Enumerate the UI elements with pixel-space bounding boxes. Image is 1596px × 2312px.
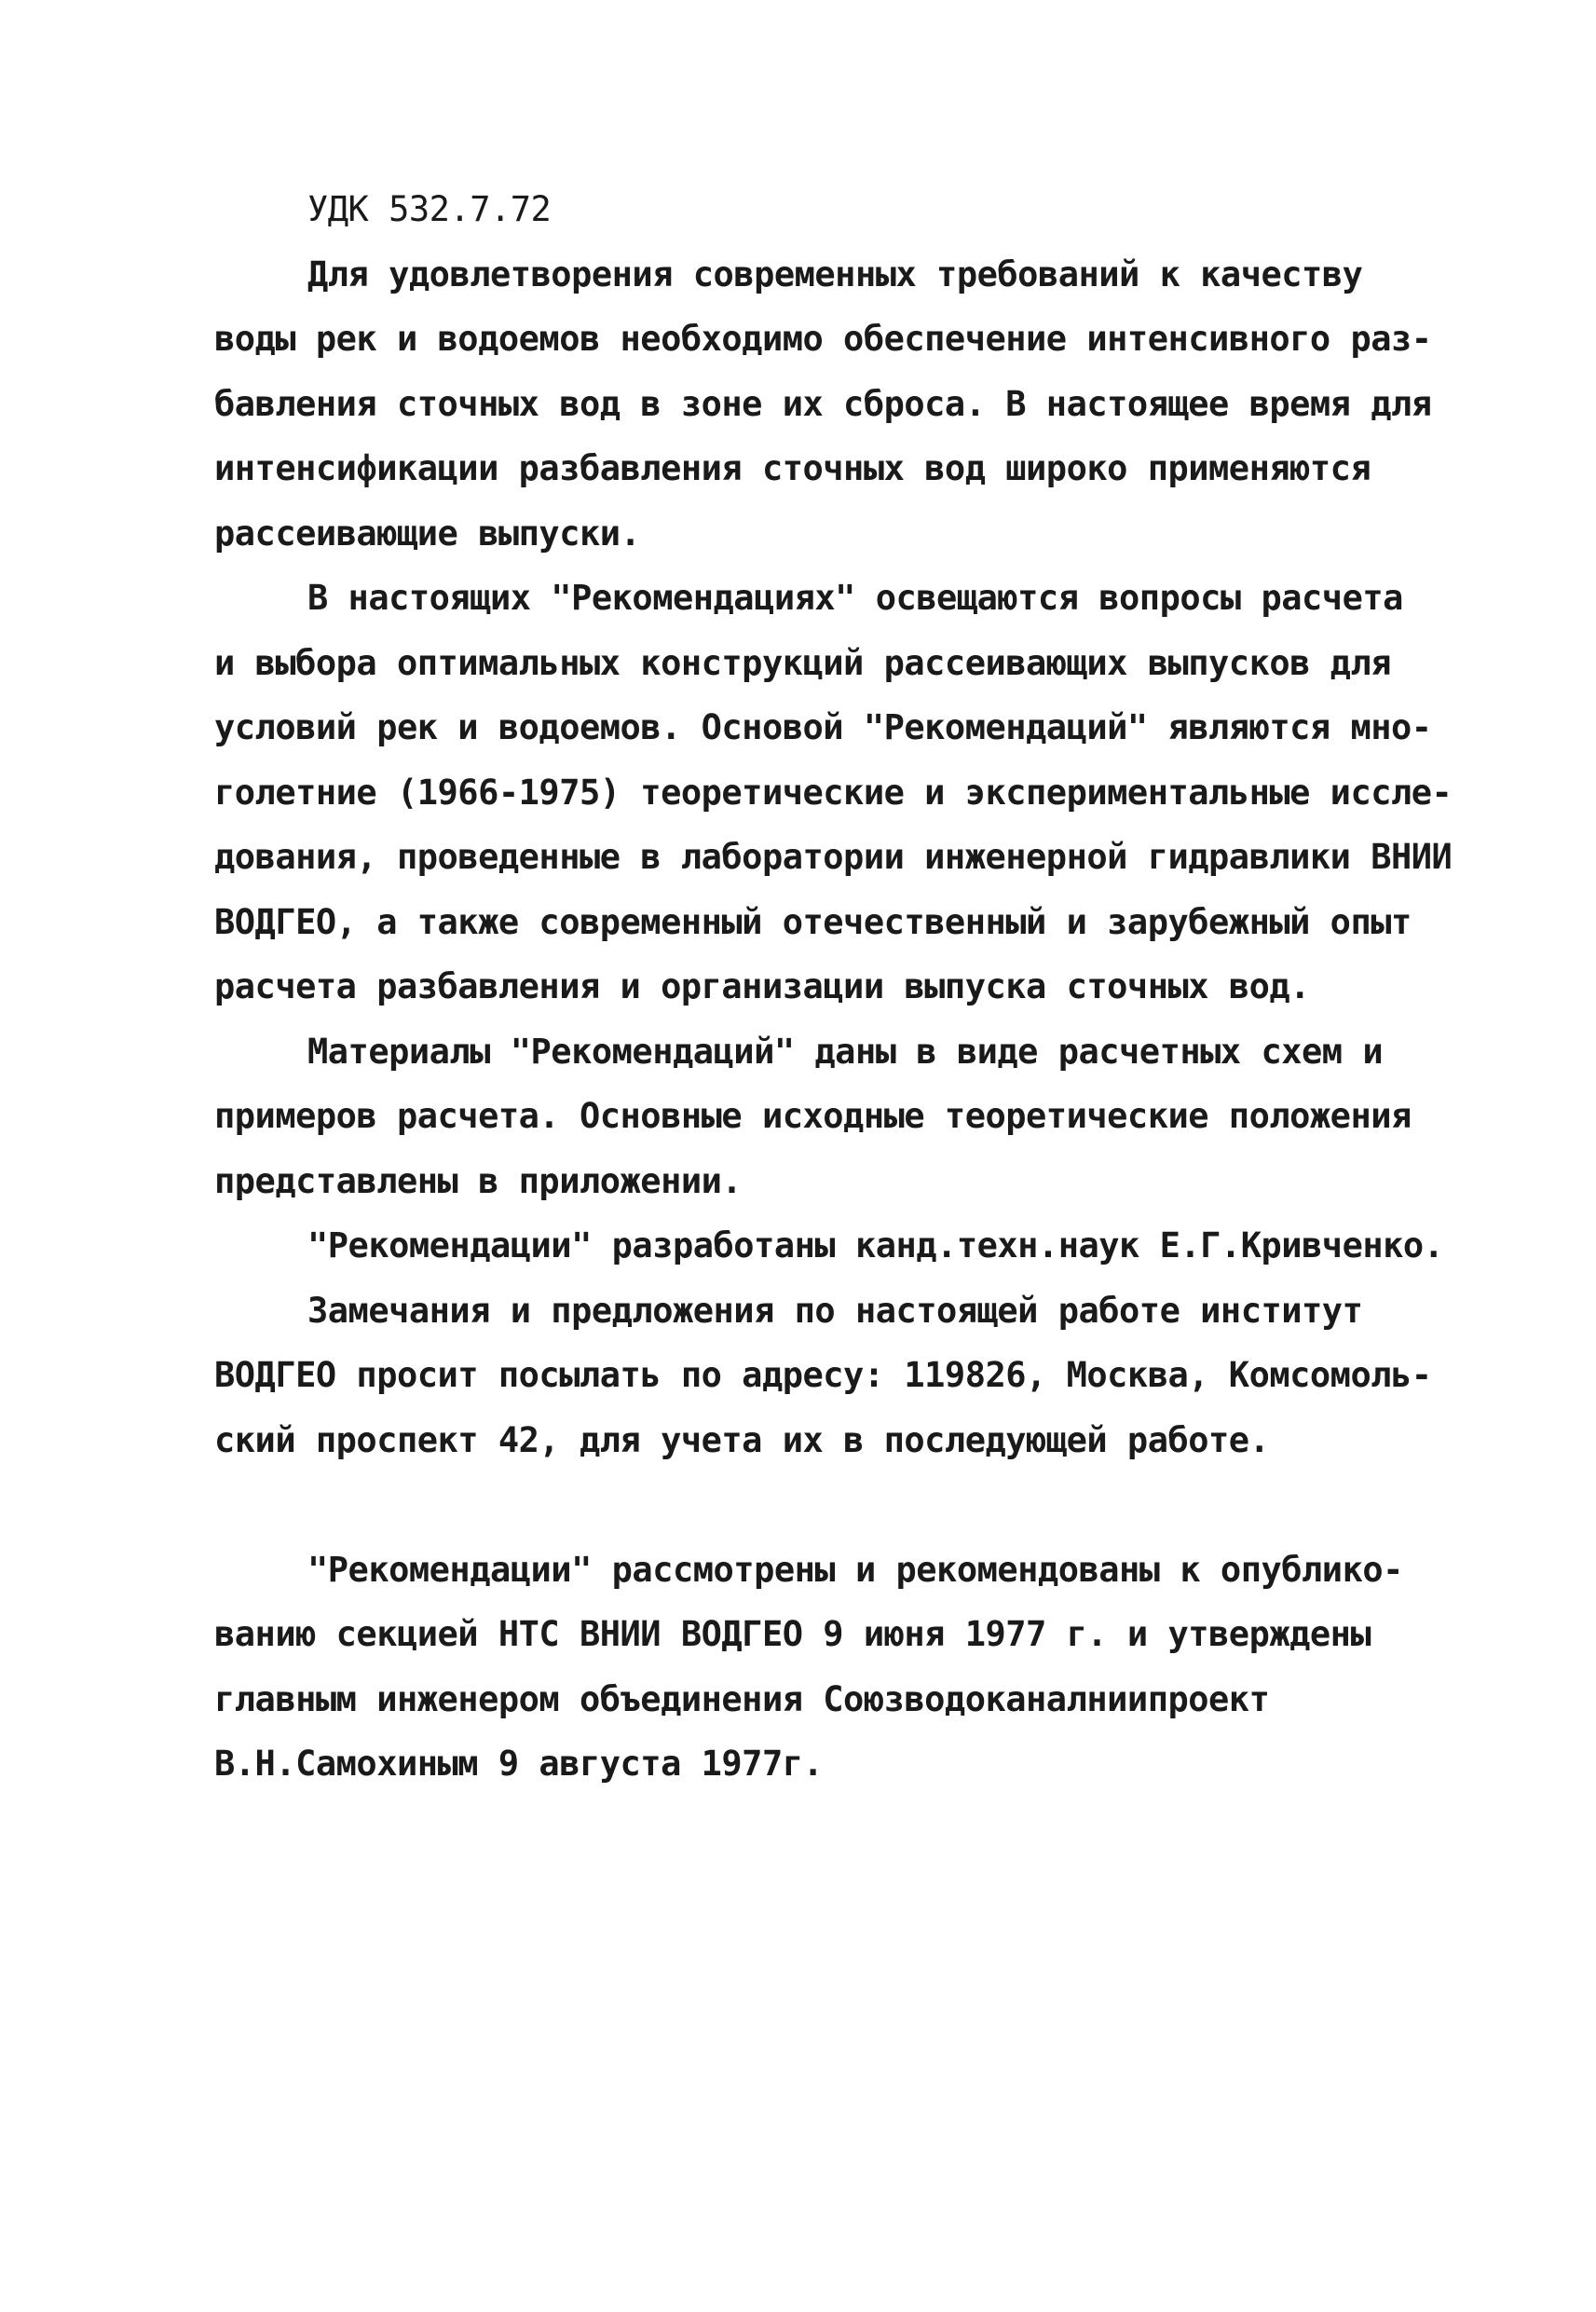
paragraph-3-line-3: представлены в приложении. [214,1160,743,1201]
paragraph-2-line-5: дования, проведенные в лаборатории инженерной гидравлики ВНИИ [214,837,1453,877]
paragraph-6-line-4: В.Н.Самохиным 9 августа 1977г. [214,1744,824,1784]
paragraph-4-line-1: "Рекомендации" разработаны канд.техн.наук Е.Г.Кривченко. [307,1225,1444,1265]
paragraph-1-line-5: рассеивающие выпуски. [214,513,641,554]
paragraph-1-line-1: Для удовлетворения современных требований к качеству [307,253,1363,294]
paragraph-2-line-2: и выбора оптимальных конструкций рассеивающих выпусков для [214,642,1392,683]
paragraph-5-line-1: Замечания и предложения по настоящей работе институт [307,1290,1363,1331]
paragraph-5-line-3: ский проспект 42, для учета их в последующей работе. [214,1419,1270,1460]
paragraph-2-line-4: голетние (1966-1975) теоретические и экспериментальные иссле- [214,772,1453,813]
paragraph-2-line-1: В настоящих "Рекомендациях" освещаются вопросы расчета [307,578,1403,618]
paragraph-2-line-3: условий рек и водоемов. Основой "Рекомендаций" являются мно- [214,707,1432,747]
udk-code: УДК 532.7.72 [307,189,552,229]
paragraph-gap [214,1472,1425,1538]
document-body [214,177,1453,1797]
paragraph-1-line-3: бавления сточных вод в зоне их сброса. В настоящее время для [214,383,1432,424]
paragraph-5-line-2: ВОДГЕО просит посылать по адресу: 119826, Москва, Комсомоль- [214,1355,1432,1395]
paragraph-2-line-7: расчета разбавления и организации выпуска сточных вод. [214,966,1310,1006]
paragraph-6-line-1: "Рекомендации" рассмотрены и рекомендованы к опублико- [307,1549,1403,1590]
paragraph-3-line-2: примеров расчета. Основные исходные теоретические положения [214,1096,1412,1136]
paragraph-6-line-2: ванию секцией НТС ВНИИ ВОДГЕО 9 июня 1977 г. и утверждены [214,1614,1371,1654]
paragraph-1-line-2: воды рек и водоемов необходимо обеспечение интенсивного раз- [214,319,1432,359]
paragraph-3-line-1: Материалы "Рекомендаций" даны в виде расчетных схем и [307,1031,1384,1072]
paragraph-1-line-4: интенсификации разбавления сточных вод широко применяются [214,448,1371,488]
paragraph-2-line-6: ВОДГЕО, а также современный отечественный и зарубежный опыт [214,901,1412,942]
paragraph-6-line-3: главным инженером объединения Союзводоканалниипроект [214,1678,1270,1719]
